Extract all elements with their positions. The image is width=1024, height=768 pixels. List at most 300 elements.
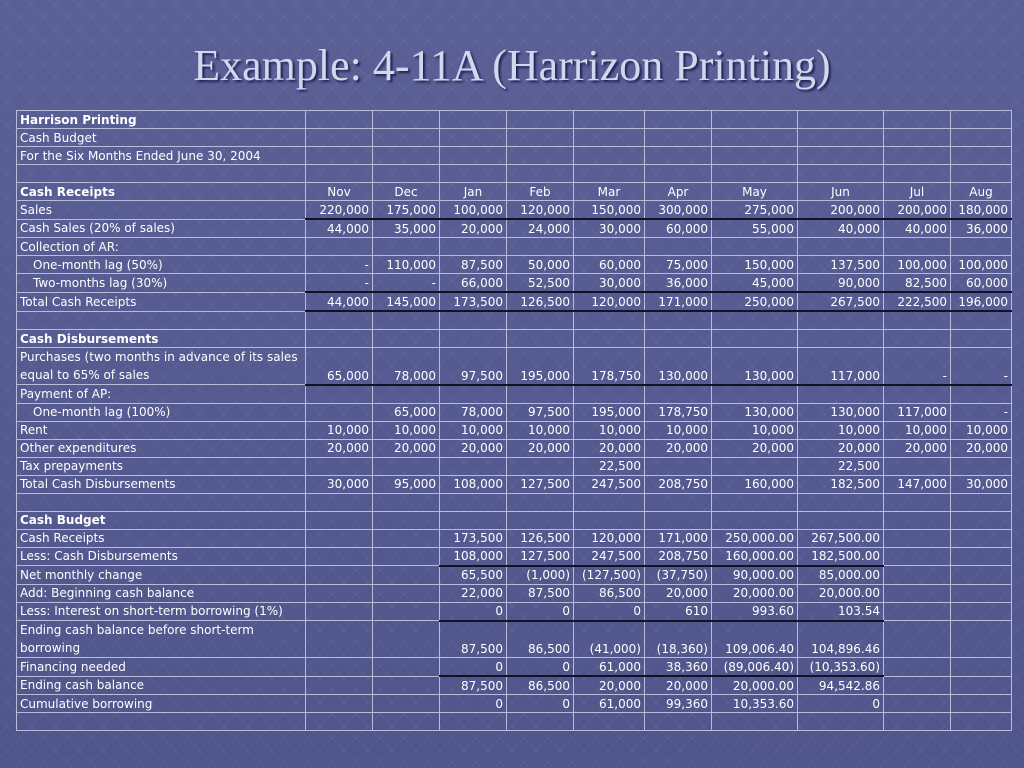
value-cell: [373, 529, 440, 547]
empty-cell: [574, 713, 645, 731]
value-cell: 200,000: [798, 201, 884, 220]
value-cell: [373, 584, 440, 602]
value-cell: 36,000: [951, 219, 1012, 238]
disbursements-row: [17, 348, 1012, 385]
empty-cell: [645, 147, 712, 165]
value-cell: 85,000.00: [798, 566, 884, 585]
value-cell: 130,000: [798, 403, 884, 421]
empty-cell: [574, 111, 645, 129]
value-cell: 30,000: [574, 219, 645, 238]
disbursements-header-row: [17, 330, 1012, 348]
value-cell: [951, 385, 1012, 404]
value-cell: 20,000: [440, 219, 507, 238]
value-cell: 20,000: [798, 439, 884, 457]
empty-cell: [306, 129, 373, 147]
empty-cell: [440, 165, 507, 183]
empty-cell: [712, 330, 798, 348]
value-cell: [574, 238, 645, 256]
empty-cell: [507, 493, 574, 511]
value-cell: [306, 621, 373, 658]
value-cell: 95,000: [373, 475, 440, 493]
value-cell: 173,500: [440, 529, 507, 547]
value-cell: 20,000.00: [798, 584, 884, 602]
value-cell: 44,000: [306, 219, 373, 238]
value-cell: [306, 584, 373, 602]
value-cell: 0: [507, 602, 574, 621]
empty-cell: [645, 129, 712, 147]
value-cell: 993.60: [712, 602, 798, 621]
value-cell: 82,500: [884, 274, 951, 293]
value-cell: [440, 238, 507, 256]
value-cell: 127,500: [507, 547, 574, 566]
value-cell: [306, 602, 373, 621]
value-cell: [306, 238, 373, 256]
value-cell: [373, 566, 440, 585]
row-label: One-month lag (50%): [17, 256, 306, 274]
receipts-header-row: [17, 183, 1012, 201]
value-cell: 171,000: [645, 529, 712, 547]
receipts-row: [17, 201, 1012, 220]
cash-budget-table: [16, 110, 1012, 731]
value-cell: 250,000.00: [712, 529, 798, 547]
empty-cell: [884, 713, 951, 731]
receipts-row: [17, 274, 1012, 293]
empty-cell: [373, 330, 440, 348]
value-cell: 78,000: [440, 403, 507, 421]
month-header: Aug: [951, 183, 1012, 201]
value-cell: 120,000: [574, 529, 645, 547]
empty-cell: [373, 713, 440, 731]
empty-cell: [645, 330, 712, 348]
value-cell: 20,000: [507, 439, 574, 457]
month-header: Jun: [798, 183, 884, 201]
value-cell: 0: [440, 658, 507, 677]
value-cell: 87,500: [440, 256, 507, 274]
value-cell: 20,000.00: [712, 676, 798, 695]
month-header: Jul: [884, 183, 951, 201]
value-cell: [507, 457, 574, 475]
value-cell: 50,000: [507, 256, 574, 274]
value-cell: 55,000: [712, 219, 798, 238]
value-cell: 108,000: [440, 475, 507, 493]
row-label: Purchases (two months in advance of its sales equal to 65% of sales: [17, 348, 306, 385]
row-label: Rent: [17, 421, 306, 439]
value-cell: [306, 658, 373, 677]
value-cell: 247,500: [574, 475, 645, 493]
value-cell: 126,500: [507, 529, 574, 547]
value-cell: 60,000: [645, 219, 712, 238]
value-cell: 10,000: [884, 421, 951, 439]
empty-cell: [645, 713, 712, 731]
empty-cell: [884, 311, 951, 330]
value-cell: [884, 658, 951, 677]
empty-cell: [951, 493, 1012, 511]
value-cell: 87,500: [440, 676, 507, 695]
value-cell: 20,000: [712, 439, 798, 457]
value-cell: 10,000: [507, 421, 574, 439]
row-label: Cash Receipts: [17, 529, 306, 547]
value-cell: [373, 695, 440, 713]
value-cell: 90,000.00: [712, 566, 798, 585]
row-label: Total Cash Receipts: [17, 292, 306, 311]
month-header: Feb: [507, 183, 574, 201]
value-cell: [306, 695, 373, 713]
value-cell: 171,000: [645, 292, 712, 311]
empty-cell: [712, 111, 798, 129]
row-label: Collection of AR:: [17, 238, 306, 256]
empty-cell: [440, 511, 507, 529]
empty-cell: [306, 493, 373, 511]
empty-cell: [440, 713, 507, 731]
row-label: Add: Beginning cash balance: [17, 584, 306, 602]
value-cell: 103.54: [798, 602, 884, 621]
empty-cell: [507, 511, 574, 529]
value-cell: [884, 457, 951, 475]
value-cell: 178,750: [574, 348, 645, 385]
empty-cell: [373, 511, 440, 529]
budget-row: [17, 695, 1012, 713]
value-cell: 150,000: [574, 201, 645, 220]
empty-cell: [574, 493, 645, 511]
value-cell: 145,000: [373, 292, 440, 311]
value-cell: [440, 457, 507, 475]
empty-cell: [798, 511, 884, 529]
value-cell: [884, 547, 951, 566]
empty-cell: [712, 511, 798, 529]
value-cell: 10,353.60: [712, 695, 798, 713]
empty-cell: [712, 493, 798, 511]
empty-cell: [306, 147, 373, 165]
value-cell: 10,000: [574, 421, 645, 439]
value-cell: 24,000: [507, 219, 574, 238]
row-label: Less: Interest on short-term borrowing (1%): [17, 602, 306, 621]
value-cell: (10,353.60): [798, 658, 884, 677]
blank-row: [17, 713, 1012, 731]
value-cell: 20,000: [645, 439, 712, 457]
empty-cell: [645, 493, 712, 511]
value-cell: [712, 457, 798, 475]
value-cell: 0: [507, 695, 574, 713]
month-header: Dec: [373, 183, 440, 201]
value-cell: [884, 676, 951, 695]
value-cell: 267,500.00: [798, 529, 884, 547]
value-cell: [574, 385, 645, 404]
value-cell: 178,750: [645, 403, 712, 421]
header-text: Harrison Printing: [17, 111, 306, 129]
value-cell: 247,500: [574, 547, 645, 566]
value-cell: 94,542.86: [798, 676, 884, 695]
empty-cell: [440, 330, 507, 348]
section-header: Cash Receipts: [17, 183, 306, 201]
value-cell: [712, 385, 798, 404]
value-cell: 20,000: [440, 439, 507, 457]
empty-cell: [507, 713, 574, 731]
empty-cell: [712, 311, 798, 330]
month-header: Jan: [440, 183, 507, 201]
value-cell: 0: [440, 602, 507, 621]
row-label: Less: Cash Disbursements: [17, 547, 306, 566]
value-cell: 20,000: [306, 439, 373, 457]
empty-cell: [645, 111, 712, 129]
empty-cell: [306, 511, 373, 529]
budget-row: [17, 584, 1012, 602]
empty-cell: [17, 165, 306, 183]
value-cell: 208,750: [645, 475, 712, 493]
blank-row: [17, 311, 1012, 330]
value-cell: 180,000: [951, 201, 1012, 220]
empty-cell: [798, 129, 884, 147]
value-cell: 137,500: [798, 256, 884, 274]
value-cell: 36,000: [645, 274, 712, 293]
value-cell: 20,000: [645, 676, 712, 695]
value-cell: [507, 385, 574, 404]
empty-cell: [951, 511, 1012, 529]
empty-cell: [951, 330, 1012, 348]
value-cell: 66,000: [440, 274, 507, 293]
empty-cell: [306, 330, 373, 348]
budget-row: [17, 658, 1012, 677]
empty-cell: [884, 511, 951, 529]
empty-cell: [17, 493, 306, 511]
value-cell: 108,000: [440, 547, 507, 566]
value-cell: 10,000: [798, 421, 884, 439]
value-cell: [951, 529, 1012, 547]
value-cell: [373, 457, 440, 475]
value-cell: 30,000: [951, 475, 1012, 493]
value-cell: [306, 403, 373, 421]
value-cell: 87,500: [440, 621, 507, 658]
value-cell: 61,000: [574, 658, 645, 677]
value-cell: [306, 385, 373, 404]
value-cell: 100,000: [440, 201, 507, 220]
value-cell: [951, 621, 1012, 658]
row-label: Tax prepayments: [17, 457, 306, 475]
empty-cell: [574, 165, 645, 183]
value-cell: 78,000: [373, 348, 440, 385]
row-label: Ending cash balance before short-term borrowing: [17, 621, 306, 658]
value-cell: 130,000: [712, 348, 798, 385]
row-label: Other expenditures: [17, 439, 306, 457]
value-cell: (41,000): [574, 621, 645, 658]
row-label: Financing needed: [17, 658, 306, 677]
empty-cell: [17, 311, 306, 330]
value-cell: 99,360: [645, 695, 712, 713]
month-header: May: [712, 183, 798, 201]
value-cell: [645, 385, 712, 404]
value-cell: [373, 385, 440, 404]
value-cell: 117,000: [798, 348, 884, 385]
empty-cell: [951, 713, 1012, 731]
value-cell: 10,000: [951, 421, 1012, 439]
value-cell: [951, 457, 1012, 475]
value-cell: [798, 238, 884, 256]
value-cell: -: [884, 348, 951, 385]
value-cell: 100,000: [884, 256, 951, 274]
receipts-row: [17, 219, 1012, 238]
value-cell: [306, 566, 373, 585]
empty-cell: [798, 493, 884, 511]
value-cell: 173,500: [440, 292, 507, 311]
empty-cell: [507, 129, 574, 147]
empty-cell: [798, 330, 884, 348]
value-cell: 208,750: [645, 547, 712, 566]
value-cell: [373, 658, 440, 677]
value-cell: 65,000: [306, 348, 373, 385]
value-cell: [440, 385, 507, 404]
value-cell: [373, 238, 440, 256]
value-cell: [507, 238, 574, 256]
report-period-row: [17, 147, 1012, 165]
empty-cell: [440, 493, 507, 511]
value-cell: 20,000: [574, 676, 645, 695]
row-label: Cash Sales (20% of sales): [17, 219, 306, 238]
value-cell: 87,500: [507, 584, 574, 602]
value-cell: [373, 621, 440, 658]
value-cell: 20,000.00: [712, 584, 798, 602]
empty-cell: [373, 311, 440, 330]
empty-cell: [884, 493, 951, 511]
value-cell: [951, 547, 1012, 566]
empty-cell: [951, 165, 1012, 183]
value-cell: 65,000: [373, 403, 440, 421]
empty-cell: [507, 165, 574, 183]
empty-cell: [712, 129, 798, 147]
value-cell: 182,500: [798, 475, 884, 493]
value-cell: 195,000: [507, 348, 574, 385]
row-label: Payment of AP:: [17, 385, 306, 404]
empty-cell: [574, 311, 645, 330]
empty-cell: [884, 111, 951, 129]
empty-cell: [306, 311, 373, 330]
section-header: Cash Budget: [17, 511, 306, 529]
month-header: Apr: [645, 183, 712, 201]
budget-row: [17, 547, 1012, 566]
value-cell: [884, 695, 951, 713]
value-cell: 10,000: [306, 421, 373, 439]
value-cell: 196,000: [951, 292, 1012, 311]
value-cell: 160,000: [712, 475, 798, 493]
empty-cell: [507, 111, 574, 129]
value-cell: 40,000: [884, 219, 951, 238]
value-cell: 160,000.00: [712, 547, 798, 566]
budget-header-row: [17, 511, 1012, 529]
value-cell: 22,500: [574, 457, 645, 475]
empty-cell: [645, 311, 712, 330]
value-cell: 117,000: [884, 403, 951, 421]
value-cell: 182,500.00: [798, 547, 884, 566]
value-cell: 30,000: [574, 274, 645, 293]
value-cell: 150,000: [712, 256, 798, 274]
receipts-row: [17, 292, 1012, 311]
value-cell: [884, 385, 951, 404]
value-cell: 20,000: [574, 439, 645, 457]
value-cell: 0: [507, 658, 574, 677]
empty-cell: [645, 165, 712, 183]
value-cell: (1,000): [507, 566, 574, 585]
value-cell: 45,000: [712, 274, 798, 293]
empty-cell: [798, 111, 884, 129]
value-cell: 44,000: [306, 292, 373, 311]
value-cell: -: [306, 256, 373, 274]
empty-cell: [798, 165, 884, 183]
value-cell: [884, 602, 951, 621]
budget-row: [17, 529, 1012, 547]
value-cell: 100,000: [951, 256, 1012, 274]
value-cell: 60,000: [951, 274, 1012, 293]
empty-cell: [440, 147, 507, 165]
empty-cell: [17, 713, 306, 731]
row-label: Two-months lag (30%): [17, 274, 306, 293]
disbursements-row: [17, 457, 1012, 475]
value-cell: 250,000: [712, 292, 798, 311]
value-cell: -: [951, 403, 1012, 421]
empty-cell: [951, 111, 1012, 129]
value-cell: [712, 238, 798, 256]
value-cell: [951, 238, 1012, 256]
value-cell: 97,500: [440, 348, 507, 385]
value-cell: [884, 621, 951, 658]
value-cell: 20,000: [951, 439, 1012, 457]
empty-cell: [574, 330, 645, 348]
empty-cell: [440, 129, 507, 147]
empty-cell: [951, 129, 1012, 147]
month-header: Mar: [574, 183, 645, 201]
value-cell: 267,500: [798, 292, 884, 311]
value-cell: [884, 566, 951, 585]
value-cell: [951, 695, 1012, 713]
value-cell: 10,000: [712, 421, 798, 439]
value-cell: 300,000: [645, 201, 712, 220]
value-cell: [373, 602, 440, 621]
empty-cell: [373, 147, 440, 165]
empty-cell: [884, 147, 951, 165]
value-cell: [306, 547, 373, 566]
company-name-row: [17, 111, 1012, 129]
value-cell: 10,000: [373, 421, 440, 439]
value-cell: 20,000: [373, 439, 440, 457]
budget-row: [17, 566, 1012, 585]
header-text: For the Six Months Ended June 30, 2004: [17, 147, 306, 165]
value-cell: 109,006.40: [712, 621, 798, 658]
budget-row: [17, 602, 1012, 621]
value-cell: [951, 658, 1012, 677]
value-cell: -: [951, 348, 1012, 385]
section-header: Cash Disbursements: [17, 330, 306, 348]
value-cell: 130,000: [645, 348, 712, 385]
value-cell: 20,000: [884, 439, 951, 457]
value-cell: 195,000: [574, 403, 645, 421]
value-cell: 90,000: [798, 274, 884, 293]
value-cell: (37,750): [645, 566, 712, 585]
value-cell: 200,000: [884, 201, 951, 220]
empty-cell: [884, 330, 951, 348]
row-label: Ending cash balance: [17, 676, 306, 695]
empty-cell: [507, 311, 574, 330]
value-cell: 120,000: [574, 292, 645, 311]
empty-cell: [306, 165, 373, 183]
value-cell: 127,500: [507, 475, 574, 493]
empty-cell: [574, 511, 645, 529]
value-cell: 275,000: [712, 201, 798, 220]
value-cell: 130,000: [712, 403, 798, 421]
row-label: Net monthly change: [17, 566, 306, 585]
empty-cell: [373, 493, 440, 511]
empty-cell: [798, 311, 884, 330]
empty-cell: [440, 111, 507, 129]
value-cell: [373, 676, 440, 695]
disbursements-row: [17, 385, 1012, 404]
disbursements-row: [17, 403, 1012, 421]
